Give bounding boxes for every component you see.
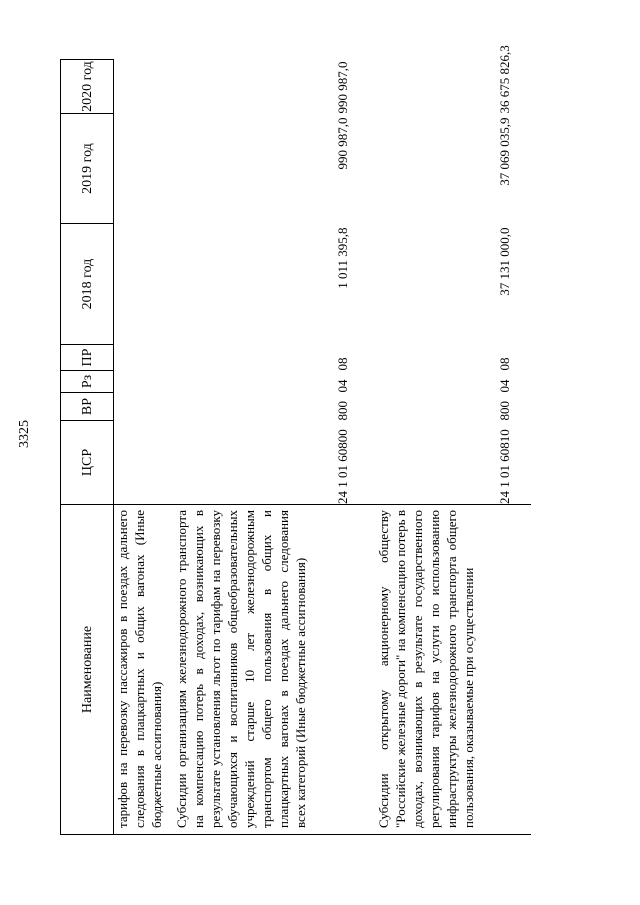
- row-csr: 24 1 01 60800: [335, 429, 350, 504]
- row-name: тарифов на перевозку пассажиров в поездах дальнего следования в плацкартных и общих вагонах (Иные бюджетные ассигнования): [114, 505, 174, 835]
- header-rz: Рз: [61, 371, 114, 393]
- row-2019: 37 069 035,9: [497, 117, 512, 186]
- row-2019: 990 987,0: [335, 117, 350, 170]
- header-2018: 2018 год: [61, 224, 114, 345]
- row-vr: [114, 393, 174, 421]
- row-csr: 24 1 01 60810: [497, 429, 512, 504]
- header-vr: ВР: [61, 393, 114, 421]
- table-row: [173, 60, 375, 835]
- row-2020: 990 987,0: [335, 61, 350, 114]
- header-csr: ЦСР: [61, 421, 114, 505]
- row-pr: 08: [497, 357, 512, 371]
- row-rz: [114, 371, 174, 393]
- table-header-row: [61, 60, 114, 835]
- row-csr: [114, 421, 174, 505]
- row-vr: 800: [497, 401, 512, 421]
- row-rz: 04: [335, 379, 350, 393]
- table-row: [375, 60, 531, 835]
- header-2020: 2020 год: [61, 60, 114, 114]
- row-2018: 37 131 000,0: [497, 227, 512, 296]
- row-rz: 04: [497, 379, 512, 393]
- row-2018: [114, 224, 174, 345]
- rotated-page: [60, 45, 620, 835]
- row-2020: [114, 60, 174, 114]
- page-number: 3325: [17, 420, 32, 448]
- header-name: Наименование: [61, 505, 114, 835]
- row-2019: [114, 114, 174, 224]
- budget-table: [60, 45, 531, 835]
- row-pr: [114, 345, 174, 371]
- header-pr: ПР: [61, 345, 114, 371]
- row-name: Субсидии открытому акционерному обществу "Российские железные дороги" на компенсацию потерь в доходах, возникающих в результате государственного регулирования тарифов на услуги по использованию инфраструктуры железнодорожного транспорта общего пользования, оказываемые при осуществлении: [375, 505, 531, 835]
- row-vr: 800: [335, 401, 350, 421]
- row-2018: 1 011 395,8: [335, 227, 350, 289]
- table-row: [114, 60, 174, 835]
- row-name: Субсидии организациям железнодорожного транспорта на компенсацию потерь в доходах, возникающих в результате установления льгот по тарифам на перевозку обучающихся и воспитанников общеобразовательных учреждений старше 10 лет железнодорожным транспортом общего пользования в общих и плацкартных вагонах в поездах дальнего следования всех категорий (Иные бюджетные ассигнования): [173, 505, 375, 835]
- row-2020: 36 675 826,3: [497, 45, 512, 114]
- header-2019: 2019 год: [61, 114, 114, 224]
- row-pr: 08: [335, 357, 350, 371]
